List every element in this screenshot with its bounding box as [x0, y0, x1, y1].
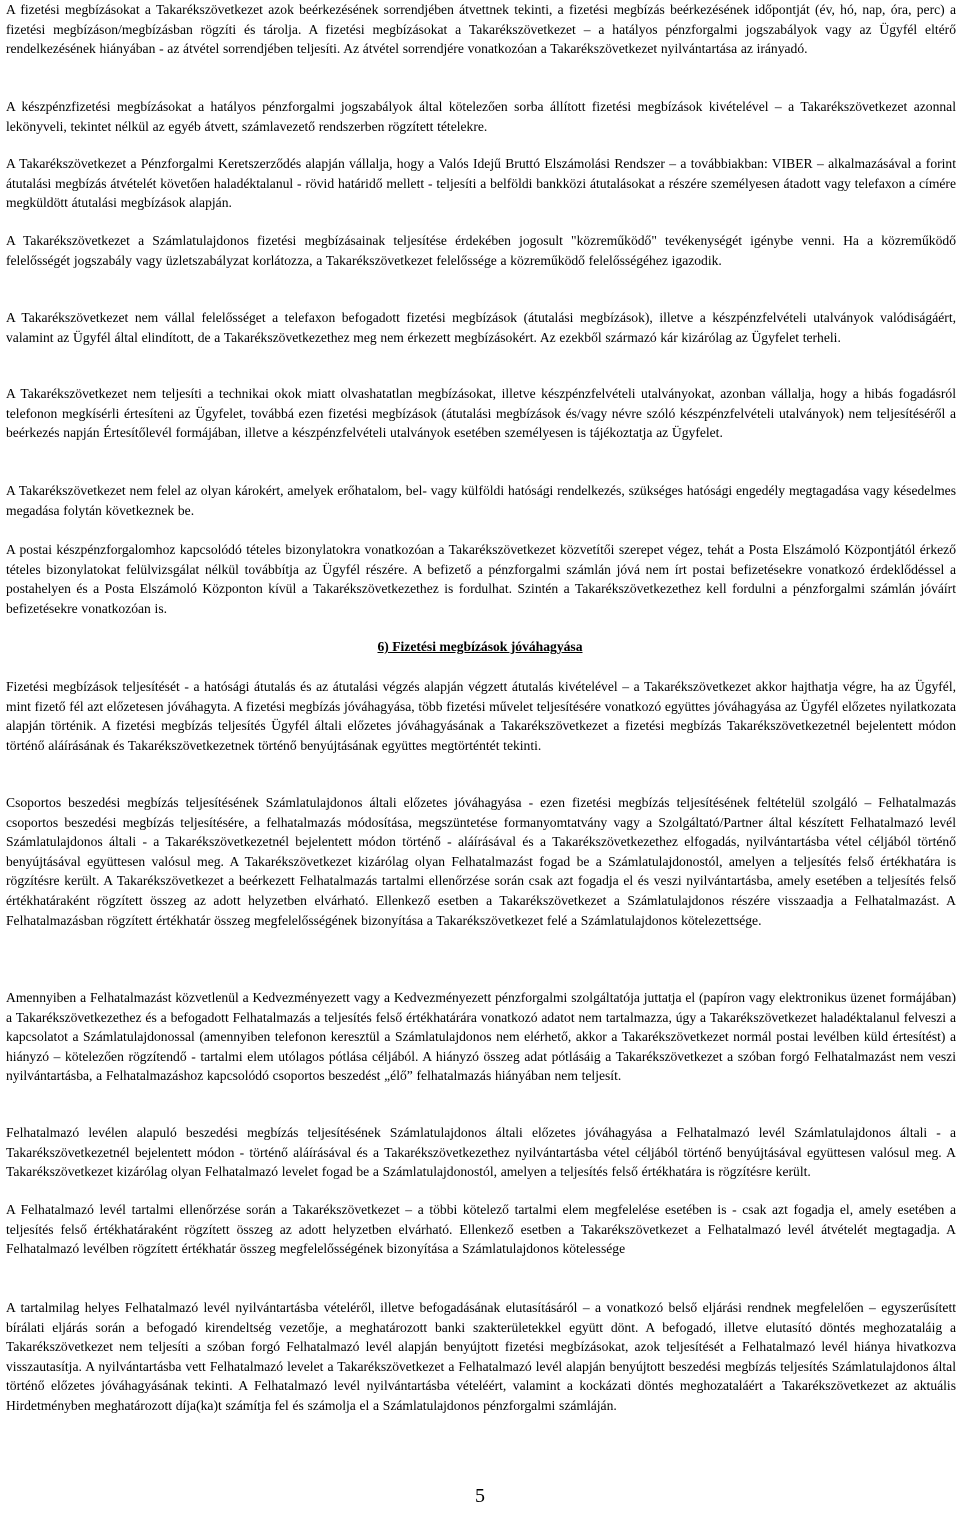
paragraph-order-of-receipt: A fizetési megbízásokat a Takarékszövetkezet azok beérkezésének sorrendjében átvettnek tekinti, a fizetési megbízás beérkezésének időpontját (év, hó, nap, óra, perc) a fizetési megbízáson/megbízásban rögzíti és tárolja. A fizetési megbízásokat a Takarékszövetkezet – a hatályos pénzforgalmi jogszabályok vagy az Ügyfél eltérő rendelkezésének hiányában - az átvétel sorrendjében teljesíti. Az átvétel sorrendjére vonatkozóan a Takarékszövetkezet nyilvántartása az irányadó.: [6, 2, 956, 57]
paragraph-authorization-registration: A tartalmilag helyes Felhatalmazó levél nyilvántartásba vételéről, illetve befogadásának elutasításáról – a vonatkozó belső eljárási rendnek megfelelően – egyszerűsített bírálati eljárás során a befogadó kirendeltség vezetője, a meghatározott banki szakterületekkel együtt dönt. A befogadó, illetve elutasító döntés meghozataláig a Takarékszövetkezet nem teljesíti a szóban forgó Felhatalmazó levél alapján benyújtott fizetési megbízásokat, azok teljesítését a Felhatalmazó levél hiánya hivatkozva visszautasítja. A nyilvántartásba vett Felhatalmazó levelet a Takarékszövetkezet a Felhatalmazó levél alapján benyújtott beszedési megbízás teljesítés Számlatulajdonos által történő előzetes jóváhagyásának tekinti. A Felhatalmazó levél nyilvántartásba vételéért, valamint a kockázati döntés meghozataláért a Takarékszövetkezet az aktuális Hirdetményben meghatározott díja(ka)t számítja fel és számolja el a Számlatulajdonos pénzforgalmi számláján.: [6, 1300, 956, 1413]
paragraph-authorization-letter: Felhatalmazó levélen alapuló beszedési megbízás teljesítésének Számlatulajdonos általi előzetes jóváhagyása a Felhatalmazó levél Számlatulajdonos általi - a Takarékszövetkezetnél bejelentett módon - történő aláírásával és a Takarékszövetkezethez nyilvántartásba vétel céljából történő benyújtásával együttesen valósul meg. A Takarékszövetkezet kizárólag olyan Felhatalmazó levelet fogad be a Számlatulajdonostól, amelyen a teljesítés felső értékhatára is rögzítésre került.: [6, 1125, 956, 1180]
paragraph-viber: A Takarékszövetkezet a Pénzforgalmi Keretszerződés alapján vállalja, hogy a Valós Idejű Bruttó Elszámolási Rendszer – a továbbiakban: VIBER – alkalmazásával a forint átutalási megbízás átvételét követően haladéktalanul - rövid határidő mellett - teljesíti a belföldi bankközi átutalásokat a részére személyesen átadott vagy telefaxon a címére megküldött átutalási megbízások alapján.: [6, 156, 956, 211]
paragraph-fax-liability: A Takarékszövetkezet nem vállal felelősséget a telefaxon befogadott fizetési megbízások (átutalási megbízások), illetve a készpénzfelvételi utalványok valódiságáért, valamint az Ügyfél által elindított, de a Takarékszövetkezethez meg nem érkezett megbízásokért. Az ezekből származó kár kizárólag az Ügyfelet terheli.: [6, 310, 956, 345]
paragraph-authorization-missing-limit: Amennyiben a Felhatalmazást közvetlenül a Kedvezményezett vagy a Kedvezményezett pénzforgalmi szolgáltatója juttatja el (papíron vagy elektronikus üzenet formájában) a Takarékszövetkezethez és a befogadott Felhatalmazás a teljesítés felső értékhatárára vonatkozó adatot nem tartalmazza, úgy a Takarékszövetkezet haladéktalanul felveszi a kapcsolatot a Számlatulajdonossal (amennyiben telefonon keresztül a Számlatulajdonos nem elérhető, akkor a Takarékszövetkezet normál postai levélben küld értesítést) a hiányzó – kötelezően rögzítendő - tartalmi elem utólagos pótlása céljából. A hiányzó összeg adat pótlásáig a Takarékszövetkezet a szóban forgó Felhatalmazást nem veszi nyilvántartásba, a Felhatalmazáshoz kapcsolódó csoportos beszedést „élő” felhatalmazás hiányában nem teljesít.: [6, 990, 956, 1084]
paragraph-approval: Fizetési megbízások teljesítését - a hatósági átutalás és az átutalási végzés alapján végzett átutalás kivételével – a Takarékszövetkezet akkor hajthatja végre, ha az Ügyfél, mint fizető fél azt előzetesen jóváhagyta. A fizetési megbízás jóváhagyása, több fizetési művelet teljesítésére vonatkozó együttes jóváhagyása az Ügyfél előzetes nyilatkozata alapján történik. A fizetési megbízás teljesítés Ügyfél általi előzetes jóváhagyásának a Takarékszövetkezet a fizetési megbízás Takarékszövetkezetnél bejelentett módon történő aláírásának és Takarékszövetkezetnek történő benyújtásának együttes megtörténtét tekinti.: [6, 679, 956, 753]
paragraph-intermediary: A Takarékszövetkezet a Számlatulajdonos fizetési megbízásainak teljesítése érdekében jogosult "közreműködő" tevékenységét igénybe venni. Ha a közreműködő felelősségét jogszabály vagy üzletszabályzat korlátozza, a Takarékszövetkezet felelőssége a közreműködő felelősségéhez igazodik.: [6, 233, 956, 268]
paragraph-force-majeure: A Takarékszövetkezet nem felel az olyan károkért, amelyek erőhatalom, bel- vagy külföldi hatósági rendelkezés, szükséges hatósági engedély megtagadása vagy késedelmes megadása folytán következnek be.: [6, 483, 956, 518]
section-heading: 6) Fizetési megbízások jóváhagyása: [377, 639, 583, 654]
page-number: 5: [475, 1485, 485, 1507]
paragraph-direct-debit-approval: Csoportos beszedési megbízás teljesítésének Számlatulajdonos általi előzetes jóváhagyása - ezen fizetési megbízás teljesítésének feltételül szolgáló – Felhatalmazás csoportos beszedési megbízás teljesítésére, a felhatalmazás módosítása, megszüntetése formanyomtatvány vagy a Szolgáltató/Partner által készített Felhatalmazó levél Számlatulajdonos általi - a Takarékszövetkezetnél bejelentett módon történő - aláírásával és a Takarékszövetkezethez elfogadás, nyilvántartásba vétel céljából történő benyújtásával együttesen valósul meg. A Takarékszövetkezet kizárólag olyan Felhatalmazást fogad be a Számlatulajdonostól, amelyen a teljesítés felső értékhatára is rögzítésre került. A Takarékszövetkezet a beérkezett Felhatalmazás tartalmi ellenőrzése során csak azt fogadja el és veszi nyilvántartásba, amely esetében a teljesítés felső értékhatáraként rögzített összeg az adott helyzetben elvárható. Ellenkező esetben a Takarékszövetkezet a Számlatulajdonos részére visszaadja a Felhatalmazást. A Felhatalmazásban rögzített értékhatár összeg megfelelősségének bizonyítása a Takarékszövetkezet felé a Számlatulajdonos kötelezettsége.: [6, 795, 956, 928]
paragraph-postal-cash: A postai készpénzforgalomhoz kapcsolódó tételes bizonylatokra vonatkozóan a Takarékszövetkezet közvetítői szerepet végez, tehát a Posta Elszámoló Központjától érkező tételes bizonylatokat felülvizsgálat nélkül továbbítja az Ügyfél részére. A befizető a pénzforgalmi számlán jóvá nem írt postai befizetésekre vonatkozó érdeklődéssel a postahelyen és a Posta Elszámoló Központon kívül a Takarékszövetkezethez is fordulhat. Szintén a Takarékszövetkezethez kell fordulni a pénzforgalmi számlán jóváírt befizetésekre vonatkozóan is.: [6, 542, 956, 616]
paragraph-unreadable-orders: A Takarékszövetkezet nem teljesíti a technikai okok miatt olvashatatlan megbízásokat, illetve készpénzfelvételi utalványokat, azonban vállalja, hogy a hibás fogadásról telefonon megkísérli értesíteni az Ügyfelet, továbbá ezen fizetési megbízások (átutalási megbízások és/vagy névre szóló készpénzfelvételi utalványok) nem teljesítéséről a beérkezés napján Értesítőlevél formájában, illetve a készpénzfelvételi utalványok esetében személyesen is tájékoztatja az Ügyfelet.: [6, 386, 956, 441]
paragraph-authorization-check: A Felhatalmazó levél tartalmi ellenőrzése során a Takarékszövetkezet – a többi kötelező tartalmi elem megfelelése esetében is - csak azt fogadja el, amely esetében a teljesítés felső értékhatáraként rögzített összeg az adott helyzetben elvárható. Ellenkező esetben a Takarékszövetkezet a Felhatalmazó levél átvételét megtagadja. A Felhatalmazó levélben rögzített értékhatár összeg megfelelősségének bizonyítása a Számlatulajdonos kötelessége: [6, 1202, 956, 1257]
paragraph-cash-withdrawal: A készpénzfizetési megbízásokat a hatályos pénzforgalmi jogszabályok által kötelezően sorba állított fizetési megbízások kivételével – a Takarékszövetkezet azonnal lekönyveli, tekintet nélkül az egyéb átvett, számlavezető rendszerben rögzített tételekre.: [6, 99, 956, 134]
